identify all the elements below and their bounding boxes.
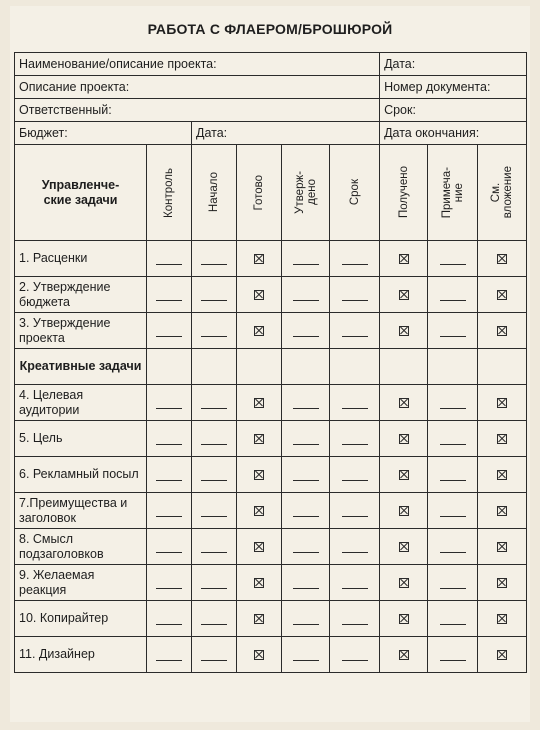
page-title: РАБОТА С ФЛАЕРОМ/БРОШЮРОЙ bbox=[147, 21, 393, 37]
checkbox-icon[interactable] bbox=[399, 326, 409, 336]
checkbox-icon[interactable] bbox=[497, 434, 507, 444]
blank-line bbox=[440, 516, 466, 517]
cell-control[interactable] bbox=[147, 457, 192, 493]
cell-notes[interactable] bbox=[428, 385, 478, 421]
cell-start[interactable] bbox=[192, 565, 237, 601]
blank-line bbox=[293, 480, 319, 481]
cell-done[interactable] bbox=[237, 529, 282, 565]
blank-line bbox=[156, 408, 182, 409]
section-row bbox=[15, 349, 527, 385]
task-label: 11. Дизайнер bbox=[15, 637, 147, 673]
project-form-table bbox=[14, 52, 527, 673]
cell-received[interactable] bbox=[380, 493, 428, 529]
header-attachment-label: См. вложение bbox=[490, 166, 515, 219]
document-number-label: Номер документа: bbox=[384, 80, 491, 94]
info-row-budget bbox=[15, 122, 527, 145]
blank-line bbox=[293, 624, 319, 625]
cell-received bbox=[380, 349, 428, 385]
cell-deadline[interactable] bbox=[330, 241, 380, 277]
task-label: 5. Цель bbox=[15, 421, 147, 457]
checkbox-icon[interactable] bbox=[497, 290, 507, 300]
blank-line bbox=[201, 300, 227, 301]
blank-line bbox=[293, 300, 319, 301]
blank-line bbox=[342, 552, 368, 553]
header-notes-label: Примеча- ние bbox=[440, 166, 465, 219]
cell-notes[interactable] bbox=[428, 529, 478, 565]
blank-line bbox=[440, 480, 466, 481]
checkbox-icon[interactable] bbox=[399, 290, 409, 300]
checkbox-icon[interactable] bbox=[399, 434, 409, 444]
cell-approved[interactable] bbox=[282, 241, 330, 277]
info-row-desc bbox=[15, 76, 527, 99]
blank-line bbox=[201, 660, 227, 661]
cell-approved[interactable] bbox=[282, 313, 330, 349]
blank-line bbox=[156, 300, 182, 301]
cell-done[interactable] bbox=[237, 493, 282, 529]
cell-approved[interactable] bbox=[282, 457, 330, 493]
blank-line bbox=[342, 264, 368, 265]
project-name-field[interactable] bbox=[15, 53, 380, 76]
blank-line bbox=[201, 588, 227, 589]
cell-done[interactable] bbox=[237, 601, 282, 637]
task-label: 3. Утверждение проекта bbox=[15, 313, 147, 349]
cell-attachment[interactable] bbox=[478, 421, 527, 457]
blank-line bbox=[293, 408, 319, 409]
header-control-label: Контроль bbox=[163, 167, 175, 218]
cell-attachment[interactable] bbox=[478, 385, 527, 421]
cell-notes[interactable] bbox=[428, 601, 478, 637]
checkbox-icon[interactable] bbox=[254, 578, 264, 588]
checkbox-icon[interactable] bbox=[497, 542, 507, 552]
cell-attachment bbox=[478, 349, 527, 385]
cell-attachment[interactable] bbox=[478, 457, 527, 493]
cell-notes[interactable] bbox=[428, 493, 478, 529]
cell-notes[interactable] bbox=[428, 241, 478, 277]
cell-deadline[interactable] bbox=[330, 313, 380, 349]
checkbox-icon[interactable] bbox=[254, 254, 264, 264]
cell-control[interactable] bbox=[147, 529, 192, 565]
header-management-tasks bbox=[15, 145, 147, 241]
blank-line bbox=[342, 624, 368, 625]
blank-line bbox=[440, 408, 466, 409]
checkbox-icon[interactable] bbox=[254, 470, 264, 480]
blank-line bbox=[156, 552, 182, 553]
blank-line bbox=[201, 624, 227, 625]
cell-done[interactable] bbox=[237, 637, 282, 673]
task-label: 4. Целевая аудитории bbox=[15, 385, 147, 421]
blank-line bbox=[440, 660, 466, 661]
header-control bbox=[147, 145, 192, 241]
cell-notes[interactable] bbox=[428, 637, 478, 673]
cell-deadline[interactable] bbox=[330, 421, 380, 457]
section-heading: Креативные задачи bbox=[15, 349, 147, 385]
cell-attachment[interactable] bbox=[478, 313, 527, 349]
checkbox-icon[interactable] bbox=[254, 650, 264, 660]
blank-line bbox=[293, 588, 319, 589]
checkbox-icon[interactable] bbox=[254, 542, 264, 552]
cell-control[interactable] bbox=[147, 601, 192, 637]
cell-start[interactable] bbox=[192, 493, 237, 529]
blank-line bbox=[293, 516, 319, 517]
cell-start[interactable] bbox=[192, 277, 237, 313]
column-header-row bbox=[15, 145, 527, 241]
header-received bbox=[380, 145, 428, 241]
blank-line bbox=[201, 408, 227, 409]
cell-start[interactable] bbox=[192, 421, 237, 457]
cell-received[interactable] bbox=[380, 457, 428, 493]
project-description-field[interactable] bbox=[15, 76, 380, 99]
cell-control[interactable] bbox=[147, 421, 192, 457]
checkbox-icon[interactable] bbox=[399, 650, 409, 660]
checkbox-icon[interactable] bbox=[399, 542, 409, 552]
cell-attachment[interactable] bbox=[478, 565, 527, 601]
blank-line bbox=[342, 516, 368, 517]
blank-line bbox=[156, 336, 182, 337]
cell-start[interactable] bbox=[192, 241, 237, 277]
cell-attachment[interactable] bbox=[478, 241, 527, 277]
cell-approved[interactable] bbox=[282, 493, 330, 529]
info-row-responsible bbox=[15, 99, 527, 122]
task-row bbox=[15, 313, 527, 349]
blank-line bbox=[156, 624, 182, 625]
checkbox-icon[interactable] bbox=[254, 290, 264, 300]
cell-received[interactable] bbox=[380, 313, 428, 349]
checkbox-icon[interactable] bbox=[497, 470, 507, 480]
cell-done bbox=[237, 349, 282, 385]
checkbox-icon[interactable] bbox=[399, 614, 409, 624]
header-approved-label: Утверж- дено bbox=[293, 171, 318, 214]
checkbox-icon[interactable] bbox=[399, 254, 409, 264]
blank-line bbox=[440, 552, 466, 553]
header-received-label: Получено bbox=[397, 166, 410, 219]
task-row bbox=[15, 601, 527, 637]
task-row bbox=[15, 241, 527, 277]
blank-line bbox=[342, 588, 368, 589]
cell-control[interactable] bbox=[147, 493, 192, 529]
blank-line bbox=[201, 336, 227, 337]
cell-received[interactable] bbox=[380, 601, 428, 637]
task-label: 6. Рекламный посыл bbox=[15, 457, 147, 493]
blank-line bbox=[156, 444, 182, 445]
cell-control[interactable] bbox=[147, 385, 192, 421]
cell-start[interactable] bbox=[192, 313, 237, 349]
task-row bbox=[15, 457, 527, 493]
task-row bbox=[15, 637, 527, 673]
blank-line bbox=[342, 480, 368, 481]
blank-line bbox=[342, 660, 368, 661]
blank-line bbox=[440, 444, 466, 445]
cell-done[interactable] bbox=[237, 385, 282, 421]
cell-control[interactable] bbox=[147, 241, 192, 277]
cell-received[interactable] bbox=[380, 565, 428, 601]
cell-received[interactable] bbox=[380, 421, 428, 457]
cell-deadline[interactable] bbox=[330, 493, 380, 529]
blank-line bbox=[201, 444, 227, 445]
cell-control[interactable] bbox=[147, 313, 192, 349]
checkbox-icon[interactable] bbox=[497, 506, 507, 516]
cell-notes[interactable] bbox=[428, 277, 478, 313]
task-row bbox=[15, 493, 527, 529]
blank-line bbox=[201, 264, 227, 265]
blank-line bbox=[440, 588, 466, 589]
cell-control[interactable] bbox=[147, 637, 192, 673]
task-label: 7.Преимущества и заголовок bbox=[15, 493, 147, 529]
cell-attachment[interactable] bbox=[478, 277, 527, 313]
cell-start[interactable] bbox=[192, 529, 237, 565]
checkbox-icon[interactable] bbox=[399, 506, 409, 516]
checkbox-icon[interactable] bbox=[399, 578, 409, 588]
cell-control[interactable] bbox=[147, 277, 192, 313]
cell-notes bbox=[428, 349, 478, 385]
cell-received[interactable] bbox=[380, 277, 428, 313]
header-deadline-label: Срок bbox=[348, 179, 361, 206]
blank-line bbox=[342, 300, 368, 301]
blank-line bbox=[156, 516, 182, 517]
task-label: 2. Утверждение бюджета bbox=[15, 277, 147, 313]
date2-label: Дата: bbox=[196, 126, 228, 140]
project-name-label: Наименование/описание проекта: bbox=[19, 57, 217, 71]
blank-line bbox=[201, 480, 227, 481]
header-management-tasks-label: Управленче- ские задачи bbox=[41, 177, 120, 207]
cell-control bbox=[147, 349, 192, 385]
responsible-label: Ответственный: bbox=[19, 103, 112, 117]
blank-line bbox=[156, 660, 182, 661]
cell-deadline[interactable] bbox=[330, 601, 380, 637]
checkbox-icon[interactable] bbox=[254, 326, 264, 336]
header-approved bbox=[282, 145, 330, 241]
checkbox-icon[interactable] bbox=[497, 578, 507, 588]
blank-line bbox=[440, 624, 466, 625]
cell-start[interactable] bbox=[192, 385, 237, 421]
term-label: Срок: bbox=[384, 103, 416, 117]
checkbox-icon[interactable] bbox=[497, 398, 507, 408]
blank-line bbox=[156, 264, 182, 265]
cell-approved bbox=[282, 349, 330, 385]
budget-field[interactable] bbox=[15, 122, 192, 145]
cell-done[interactable] bbox=[237, 313, 282, 349]
checkbox-icon[interactable] bbox=[497, 650, 507, 660]
cell-deadline[interactable] bbox=[330, 277, 380, 313]
cell-notes[interactable] bbox=[428, 421, 478, 457]
cell-done[interactable] bbox=[237, 457, 282, 493]
cell-approved[interactable] bbox=[282, 565, 330, 601]
cell-approved[interactable] bbox=[282, 601, 330, 637]
cell-approved[interactable] bbox=[282, 529, 330, 565]
blank-line bbox=[293, 660, 319, 661]
cell-deadline bbox=[330, 349, 380, 385]
task-row bbox=[15, 385, 527, 421]
cell-notes[interactable] bbox=[428, 565, 478, 601]
cell-received[interactable] bbox=[380, 637, 428, 673]
checkbox-icon[interactable] bbox=[254, 398, 264, 408]
cell-notes[interactable] bbox=[428, 313, 478, 349]
task-row bbox=[15, 565, 527, 601]
blank-line bbox=[293, 552, 319, 553]
cell-notes[interactable] bbox=[428, 457, 478, 493]
checkbox-icon[interactable] bbox=[254, 614, 264, 624]
header-start bbox=[192, 145, 237, 241]
checkbox-icon[interactable] bbox=[254, 506, 264, 516]
cell-approved[interactable] bbox=[282, 637, 330, 673]
cell-start[interactable] bbox=[192, 637, 237, 673]
term-field[interactable] bbox=[380, 99, 527, 122]
cell-approved[interactable] bbox=[282, 277, 330, 313]
header-start-label: Начало bbox=[208, 172, 220, 213]
blank-line bbox=[342, 444, 368, 445]
checkbox-icon[interactable] bbox=[399, 470, 409, 480]
cell-received[interactable] bbox=[380, 241, 428, 277]
cell-deadline[interactable] bbox=[330, 565, 380, 601]
cell-deadline[interactable] bbox=[330, 457, 380, 493]
blank-line bbox=[293, 444, 319, 445]
cell-start bbox=[192, 349, 237, 385]
blank-line bbox=[440, 264, 466, 265]
task-row bbox=[15, 421, 527, 457]
cell-deadline[interactable] bbox=[330, 637, 380, 673]
blank-line bbox=[201, 552, 227, 553]
task-label: 9. Желаемая реакция bbox=[15, 565, 147, 601]
cell-done[interactable] bbox=[237, 565, 282, 601]
blank-line bbox=[293, 264, 319, 265]
cell-start[interactable] bbox=[192, 601, 237, 637]
blank-line bbox=[156, 480, 182, 481]
cell-done[interactable] bbox=[237, 277, 282, 313]
blank-line bbox=[342, 336, 368, 337]
cell-deadline[interactable] bbox=[330, 385, 380, 421]
header-deadline bbox=[330, 145, 380, 241]
blank-line bbox=[440, 300, 466, 301]
budget-label: Бюджет: bbox=[19, 126, 68, 140]
project-description-label: Описание проекта: bbox=[19, 80, 130, 94]
task-label: 1. Расценки bbox=[15, 241, 147, 277]
info-row-name bbox=[15, 53, 527, 76]
cell-control[interactable] bbox=[147, 565, 192, 601]
cell-attachment[interactable] bbox=[478, 493, 527, 529]
checkbox-icon[interactable] bbox=[399, 398, 409, 408]
blank-line bbox=[293, 336, 319, 337]
cell-attachment[interactable] bbox=[478, 637, 527, 673]
document-number-field[interactable] bbox=[380, 76, 527, 99]
date-label: Дата: bbox=[384, 57, 416, 71]
checkbox-icon[interactable] bbox=[497, 326, 507, 336]
header-notes bbox=[428, 145, 478, 241]
end-date-field[interactable] bbox=[380, 122, 527, 145]
date-field[interactable] bbox=[380, 53, 527, 76]
cell-approved[interactable] bbox=[282, 421, 330, 457]
cell-attachment[interactable] bbox=[478, 529, 527, 565]
header-done-label: Готово bbox=[253, 174, 265, 211]
checkbox-icon[interactable] bbox=[254, 434, 264, 444]
checkbox-icon[interactable] bbox=[497, 614, 507, 624]
header-attachment bbox=[478, 145, 527, 241]
end-date-label: Дата окончания: bbox=[384, 126, 480, 140]
cell-received[interactable] bbox=[380, 529, 428, 565]
form-sheet bbox=[10, 6, 530, 722]
blank-line bbox=[440, 336, 466, 337]
blank-line bbox=[156, 588, 182, 589]
task-label: 8. Смысл подзаголовков bbox=[15, 529, 147, 565]
cell-done[interactable] bbox=[237, 421, 282, 457]
cell-start[interactable] bbox=[192, 457, 237, 493]
task-label: 10. Копирайтер bbox=[15, 601, 147, 637]
task-row bbox=[15, 277, 527, 313]
cell-attachment[interactable] bbox=[478, 601, 527, 637]
cell-deadline[interactable] bbox=[330, 529, 380, 565]
responsible-field[interactable] bbox=[15, 99, 380, 122]
date2-field[interactable] bbox=[192, 122, 380, 145]
blank-line bbox=[201, 516, 227, 517]
checkbox-icon[interactable] bbox=[497, 254, 507, 264]
task-row bbox=[15, 529, 527, 565]
cell-approved[interactable] bbox=[282, 385, 330, 421]
cell-done[interactable] bbox=[237, 241, 282, 277]
blank-line bbox=[342, 408, 368, 409]
cell-received[interactable] bbox=[380, 385, 428, 421]
header-done bbox=[237, 145, 282, 241]
